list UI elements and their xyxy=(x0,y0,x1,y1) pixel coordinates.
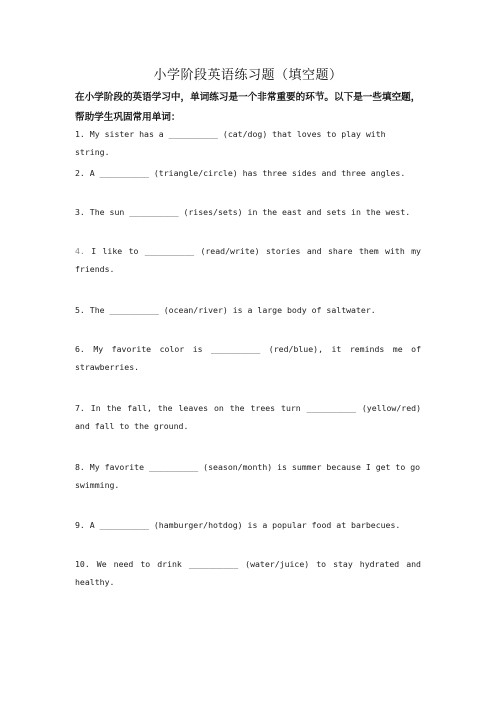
question-9 xyxy=(75,516,421,534)
question-4 xyxy=(75,242,421,278)
question-text: My favorite __________ (season/month) is summer because I get to go swimming. xyxy=(75,462,421,490)
question-number: 7. xyxy=(75,403,85,413)
question-number: 1. xyxy=(75,129,85,139)
question-7 xyxy=(75,399,421,435)
question-1 xyxy=(75,125,421,161)
question-text: The sun __________ (rises/sets) in the east and sets in the west. xyxy=(89,207,411,217)
question-number: 2. xyxy=(75,168,85,178)
question-3 xyxy=(75,203,421,221)
question-number: 9. xyxy=(75,520,85,530)
question-text: I like to __________ (read/write) stories and share them with my friends. xyxy=(75,246,421,274)
question-number: 10. xyxy=(75,559,90,569)
question-number: 6. xyxy=(75,344,85,354)
question-text: In the fall, the leaves on the trees turn __________ (yellow/red) and fall to the ground. xyxy=(75,403,422,431)
question-text: My favorite color is __________ (red/blue), it reminds me of strawberries. xyxy=(75,344,421,372)
question-text: A __________ (triangle/circle) has three sides and three angles. xyxy=(89,168,406,178)
question-text: The __________ (ocean/river) is a large body of saltwater. xyxy=(89,305,376,315)
question-2 xyxy=(75,164,421,182)
question-text: A __________ (hamburger/hotdog) is a popular food at barbecues. xyxy=(89,520,401,530)
intro-paragraph: 在小学阶段的英语学习中，单词练习是一个非常重要的环节。以下是一些填空题，帮助学生巩固常用单词： xyxy=(75,92,421,123)
question-number: 3. xyxy=(75,207,85,217)
question-text: My sister has a __________ (cat/dog) that loves to play with string. xyxy=(75,129,386,157)
question-10 xyxy=(75,555,421,591)
page-title: 小学阶段英语练习题（填空题） xyxy=(153,68,343,83)
question-8 xyxy=(75,458,421,494)
question-5 xyxy=(75,301,421,319)
question-text: We need to drink __________ (water/juice) to stay hydrated and healthy. xyxy=(75,559,421,587)
question-6 xyxy=(75,340,421,376)
question-number: 8. xyxy=(75,462,85,472)
question-number: 4. xyxy=(75,246,85,256)
question-number: 5. xyxy=(75,305,85,315)
